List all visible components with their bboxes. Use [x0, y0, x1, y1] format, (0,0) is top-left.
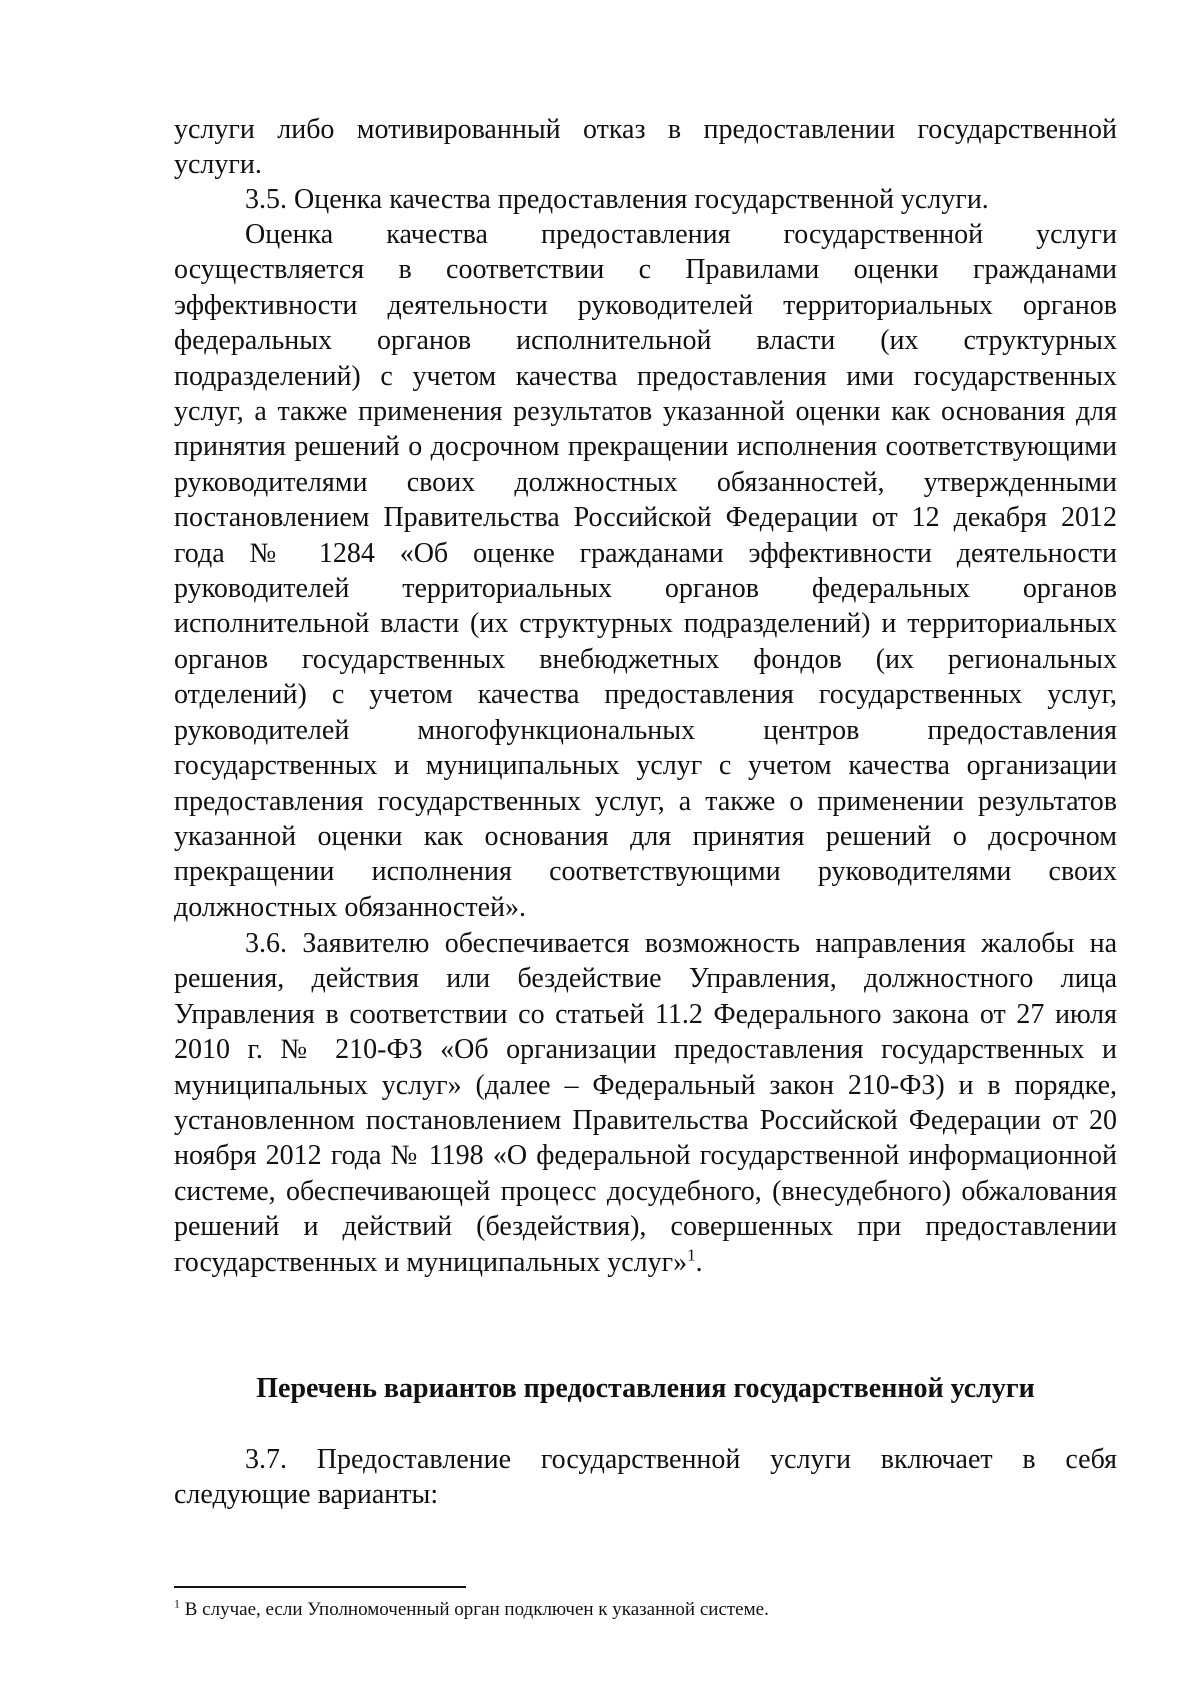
section-heading: Перечень вариантов предоставления государственной услуги — [256, 1373, 1035, 1404]
section-3-5-body: Оценка качества предоставления государственной услуги осуществляется в соответствии с Правилами оценки гражданами эффективности деятельности руководителей территориальных органов федеральных органов исполнительной власти (их структурных подразделений) с учетом качества предоставления ими государственных услуг, а также применения результатов указанной оценки как основания для принятия решений о досрочном прекращении исполнения соответствующими руководителями своих должностных обязанностей, утвержденными постановлением Правительства Российской Федерации от 12 декабря 2012 года № 1284 «Об оценке гражданами эффективности деятельности руководителей территориальных органов федеральных органов исполнительной власти (их структурных подразделений) и территориальных органов государственных внебюджетных фондов (их региональных отделений) с учетом качества предоставления государственных услуг, руководителей многофункциональных центров предоставления государственных и муниципальных услуг с учетом качества организации предоставления государственных услуг, а также о применении результатов указанной оценки как основания для принятия решений о досрочном прекращении исполнения соответствующими руководителями своих должностных обязанностей». — [174, 219, 1117, 923]
section-3-6-end: . — [695, 1246, 703, 1278]
section-3-7-paragraph: 3.7. Предоставление государственной услуги включает в себя следующие варианты: — [174, 1444, 1117, 1511]
footnote-marker: 1 — [174, 1596, 180, 1611]
continuation-paragraph: услуги либо мотивированный отказ в предоставлении государственной услуги. — [174, 114, 1117, 181]
footnote — [174, 1598, 1117, 1622]
section-3-6-text: 3.6. Заявителю обеспечивается возможность направления жалобы на решения, действия или бездействие Управления, должностного лица Управления в соответствии со статьей 11.2 Федерального закона от 27 июля 2010 г. № 210-ФЗ «Об организации предоставления государственных и муниципальных услуг» (далее – Федеральный закон 210-ФЗ) и в порядке, установленном постановлением Правительства Российской Федерации от 20 ноября 2012 года № 1198 «О федеральной государственной информационной системе, обеспечивающей процесс досудебного, (внесудебного) обжалования решений и действий (бездействия), совершенных при предоставлении государственных и муниципальных услуг» — [174, 928, 1117, 1278]
section-3-5-title: 3.5. Оценка качества предоставления государственной услуги. — [245, 184, 989, 215]
footnote-text: В случае, если Уполномоченный орган подключен к указанной системе. — [180, 1599, 769, 1620]
section-3-6-paragraph — [174, 926, 1117, 1280]
footnote-separator — [174, 1586, 466, 1588]
footnote-reference: 1 — [687, 1245, 696, 1265]
